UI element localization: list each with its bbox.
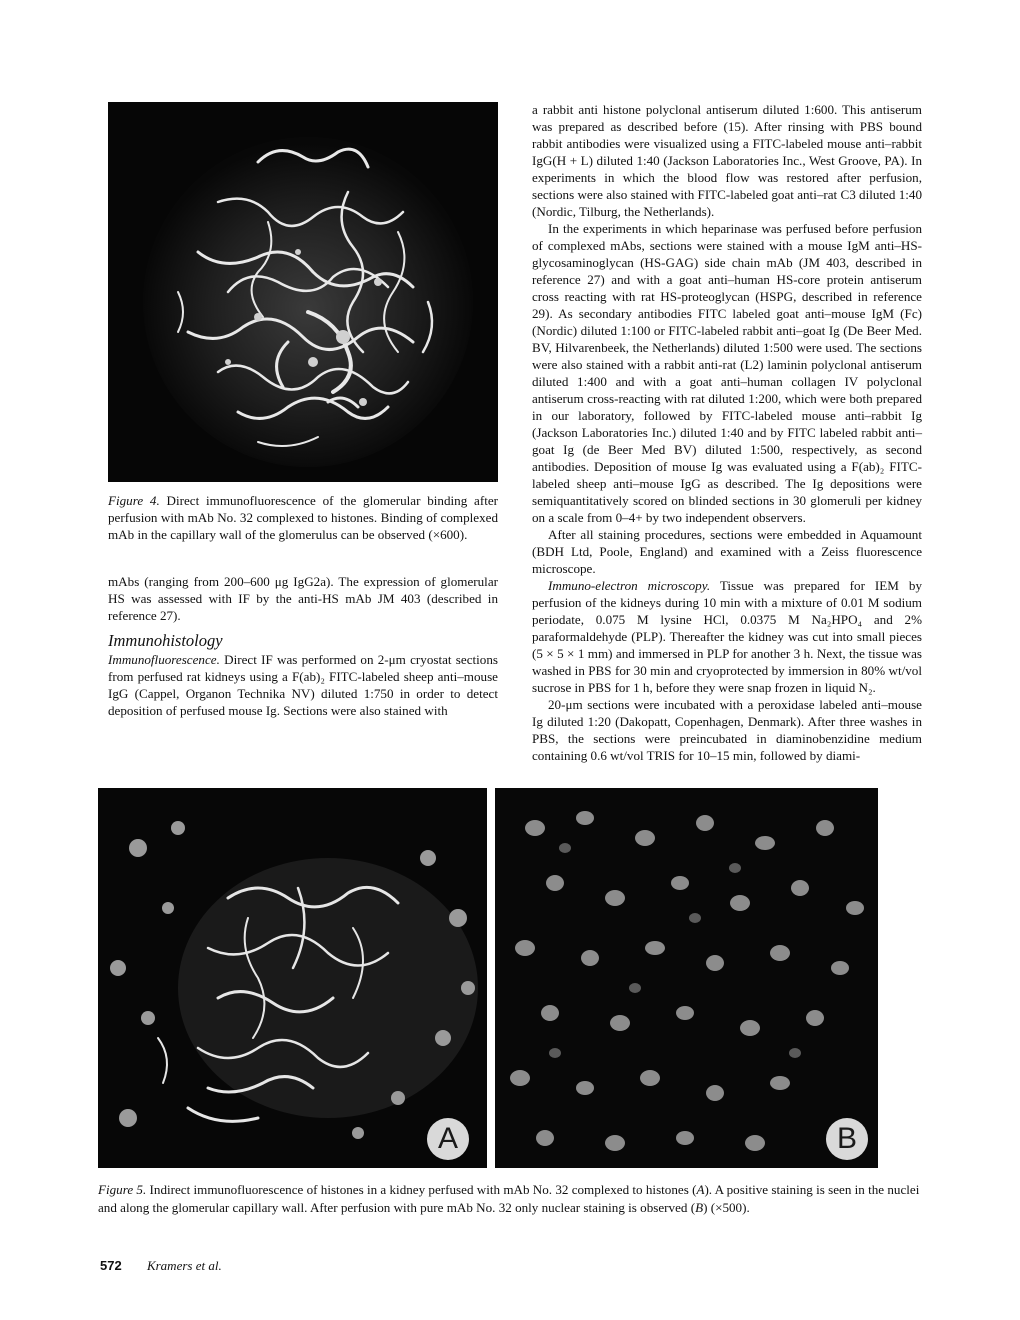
figure-5-caption — [98, 1181, 920, 1216]
left-paragraph-2 — [108, 651, 498, 719]
figure-5-panel-a — [98, 788, 487, 1168]
page-number: 572 — [100, 1258, 122, 1273]
figure-5-caption-label: Figure 5. — [98, 1182, 147, 1197]
figure-5-caption-part2: ). A positive staining is seen in the nuclei and along the glomerular capillary wall. After perfusion with pure mAb No. 32 only nuclear staining is observed ( — [98, 1182, 920, 1215]
panel-b-fluorescence-image — [495, 788, 878, 1168]
immunofluorescence-lead: Immunofluorescence. — [108, 652, 220, 667]
section-heading-immunohistology: Immunohistology — [108, 631, 223, 650]
iem-lead: Immuno-electron microscopy. — [548, 578, 711, 593]
right-paragraph-3: After all staining procedures, sections were embedded in Aquamount (BDH Ltd, Poole, England) and examined with a Zeiss fluorescence microscope. — [532, 527, 922, 576]
page-footer — [100, 1258, 222, 1274]
right-column — [532, 101, 922, 764]
panel-a-fluorescence-image — [98, 788, 487, 1168]
right-paragraph-5: 20-μm sections were incubated with a peroxidase labeled anti–mouse Ig diluted 1:20 (Dakopatt, Copenhagen, Denmark). After three washes in PBS, the sections were preincubated in diaminobenzidine medium containing 0.6 wt/vol TRIS for 10–15 min, followed by diami- — [532, 697, 922, 763]
left-paragraph-1: mAbs (ranging from 200–600 μg IgG2a). The expression of glomerular HS was assessed with IF by the anti-HS mAb JM 403 (described in reference 27). — [108, 574, 498, 623]
figure-4-caption-text: Direct immunofluorescence of the glomerular binding after perfusion with mAb No. 32 complexed to histones. Binding of complexed mAb in the capillary wall of the glomerulus can be observed (×600). — [108, 493, 499, 542]
figure-5-caption-part1: Indirect immunofluorescence of histones in a kidney perfused with mAb No. 32 complexed to histones ( — [149, 1182, 697, 1197]
figure-5-caption-b: B — [695, 1199, 704, 1215]
right-paragraph-1: a rabbit anti histone polyclonal antiserum diluted 1:600. This antiserum was prepared as described before (15). After rinsing with PBS bound rabbit antibodies were visualized using a FITC-labeled mouse anti–rabbit IgG(H + L) diluted 1:40 (Jackson Laboratories Inc., West Groove, PA). In experiments in which the blood flow was restored after perfusion, sections were also stained with FITC-labeled goat anti–rat C3 diluted 1:40 (Nordic, Tilburg, the Netherlands). — [532, 102, 922, 219]
figure-5-panel-b — [495, 788, 878, 1168]
figure-4-micrograph — [108, 102, 498, 482]
panel-b-label: B — [826, 1118, 868, 1160]
left-column — [108, 492, 498, 719]
figure-5-caption-a: A — [696, 1182, 705, 1197]
figure-4-caption — [108, 492, 498, 543]
iem-text: Tissue was prepared for IEM by perfusion of the kidneys during 10 min with a mixture of 0.01 M sodium periodate, 0.075 M lysine HCl, 0.0375 M Na₂HPO₄ and 2% paraformaldehyde (PLP). Thereafter the kidney was cut into small pieces (5 × 5 × 1 mm) and immersed in PLP for another 3 h. Next, the tissue was washed in PBS for 30 min and cryoprotected by immersion in 80% wt/vol sucrose in PBS for 1 h, before they were snap frozen in liquid N₂. — [532, 578, 922, 695]
panel-a-label: A — [427, 1118, 469, 1160]
glomerulus-fluorescence-image — [108, 102, 498, 482]
immunofluorescence-text: Direct IF was performed on 2-μm cryostat sections from perfused rat kidneys using a F(ab)₂ FITC-labeled sheep anti–mouse IgG (Cappel, Organon Technika NV) diluted 1:750 in order to detect deposition of perfused mouse Ig. Sections were also stained with — [108, 652, 498, 718]
running-authors: Kramers et al. — [146, 1258, 222, 1273]
figure-4-caption-label: Figure 4. — [108, 493, 160, 508]
right-paragraph-4 — [532, 577, 922, 696]
right-paragraph-2: In the experiments in which heparinase was perfused before perfusion of complexed mAbs, sections were stained with a mouse IgM anti–HS-glycosaminoglycan (HS-GAG) side chain mAb (JM 403, described in reference 27) and with a goat anti–human HS-core protein antiserum cross reacting with rat HS-proteoglycan (HSPG, described in reference 29). As secondary antibodies FITC labeled goat anti–mouse IgM (Fc) (Nordic) diluted 1:100 or FITC-labeled rabbit anti–goat Ig (De Beer Med. BV, Hilvarenbeek, the Netherlands) diluted 1:500 were used. The sections were also stained with a rabbit anti-rat (L2) laminin polyclonal antiserum diluted 1:400 and with a goat anti–human collagen IV polyclonal antiserum cross-reacting with rat diluted 1:200, which were both prepared in our laboratory, followed by FITC-labeled mouse anti–rabbit Ig (Jackson Laboratories Inc.) diluted 1:40 and by FITC labeled rabbit anti–goat Ig (de Beer Med BV) diluted 1:500, respectively, as second antibodies. Deposition of mouse Ig was evaluated using a F(ab)₂ FITC-labeled sheep anti–mouse IgG as described. The Ig depositions were semiquantitatively scored on blinded sections in 30 glomeruli per kidney on a scale from 0–4+ by two independent observers. — [532, 221, 922, 525]
figure-5-caption-part3: ) (×500). — [703, 1199, 750, 1215]
